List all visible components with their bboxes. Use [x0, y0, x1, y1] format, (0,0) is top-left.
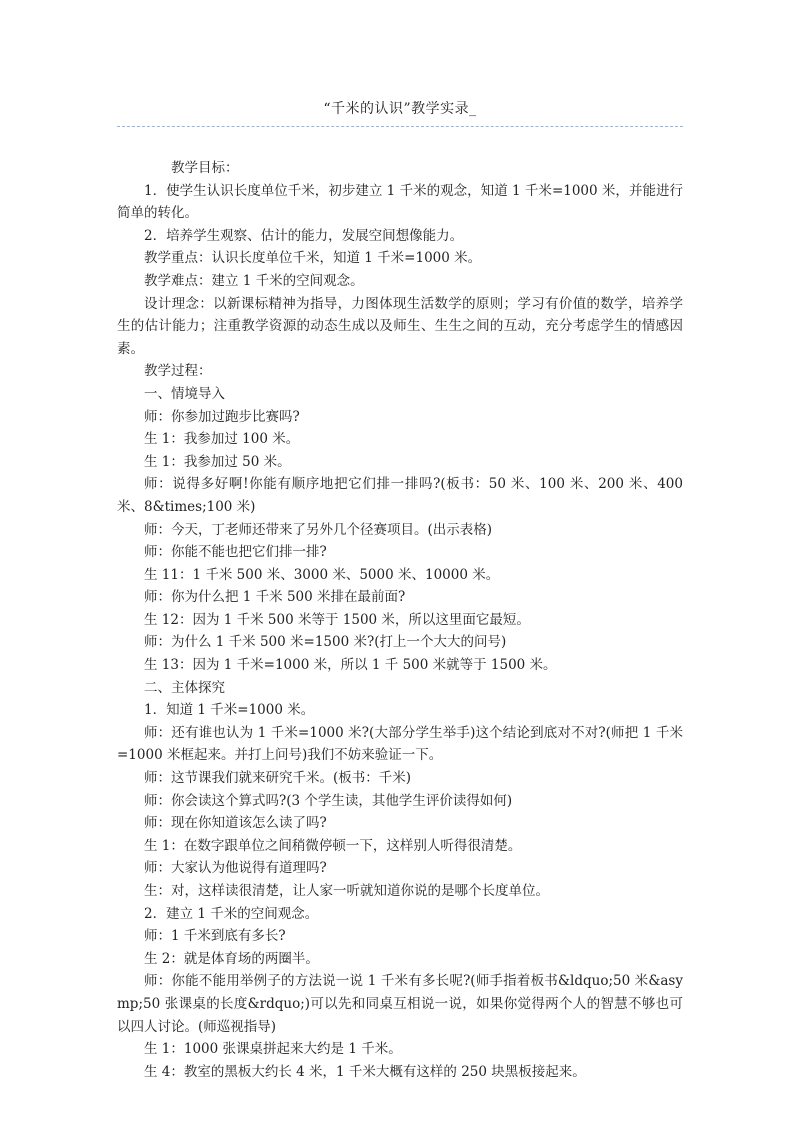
title-divider — [117, 126, 683, 127]
paragraph-dialogue: 师：你参加过跑步比赛吗? — [144, 408, 300, 425]
document-title: “千米的认识”教学实录_ — [323, 101, 477, 117]
paragraph-dialogue: 生 13：因为 1 千米=1000 米，所以 1 千 500 米就等于 1500 米。 — [144, 657, 557, 674]
paragraph-dialogue: 生 12：因为 1 千米 500 米等于 1500 米，所以这里面它最短。 — [144, 611, 530, 628]
paragraph-dialogue: 师：今天，丁老师还带来了另外几个径赛项目。(出示表格) — [144, 521, 493, 538]
paragraph-dialogue: 生 1：1000 张课桌拼起来大约是 1 千米。 — [144, 1041, 402, 1058]
paragraph-dialogue: 师：为什么 1 千米 500 米=1500 米?(打上一个大大的问号) — [144, 634, 507, 651]
paragraph-process-heading: 教学过程： — [144, 363, 212, 380]
paragraph-dialogue: 师：说得多好啊!你能有顺序地把它们排一排吗?(板书：50 米、100 米、200 米、400 米、8&times;100 米) — [117, 476, 683, 515]
paragraph-subsection-1: 1．知道 1 千米=1000 米。 — [144, 702, 315, 719]
paragraph-goal-1: 1．使学生认识长度单位千米，初步建立 1 千米的观念，知道 1 千米=1000 米，并能进行简单的转化。 — [117, 182, 683, 222]
paragraph-dialogue: 生 1：我参加过 50 米。 — [144, 453, 291, 470]
paragraph-dialogue: 生 2：就是体育场的两圈半。 — [144, 950, 319, 967]
paragraph-teaching-goals-heading: 教学目标： — [171, 160, 239, 176]
paragraph-dialogue: 生：对，这样读很清楚，让人家一听就知道你说的是哪个长度单位。 — [144, 883, 549, 899]
paragraph-design-concept: 设计理念：以新课标精神为指导，力图体现生活数学的原则；学习有价值的数学，培养学生的估计能力；注重教学资源的动态生成以及师生、生生之间的互动，充分考虑学生的情感因素。 — [117, 295, 683, 357]
paragraph-section-1-heading: 一、情境导入 — [144, 385, 225, 402]
paragraph-dialogue: 师：大家认为他说得有道理吗? — [144, 860, 327, 877]
paragraph-dialogue: 师：1 千米到底有多长? — [144, 928, 286, 945]
document-body — [117, 157, 683, 1083]
paragraph-dialogue: 师：你为什么把 1 千米 500 米排在最前面? — [144, 589, 406, 606]
paragraph-dialogue: 师：现在你知道该怎么读了吗? — [144, 815, 327, 832]
paragraph-subsection-2: 2．建立 1 千米的空间观念。 — [144, 905, 319, 922]
paragraph-dialogue: 师：你会读这个算式吗?(3 个学生读，其他学生评价读得如何) — [144, 792, 513, 809]
paragraph-difficulty: 教学难点：建立 1 千米的空间观念。 — [144, 272, 364, 289]
paragraph-dialogue: 生 1：我参加过 100 米。 — [144, 431, 300, 448]
paragraph-dialogue: 生 1：在数字跟单位之间稍微停顿一下，这样别人听得很清楚。 — [144, 837, 522, 854]
paragraph-goal-2: 2．培养学生观察、估计的能力，发展空间想像能力。 — [144, 227, 464, 244]
paragraph-dialogue: 生 4：教室的黑板大约长 4 米，1 千米大概有这样的 250 块黑板接起来。 — [144, 1063, 586, 1080]
paragraph-dialogue: 师：这节课我们就来研究千米。(板书：千米) — [144, 770, 412, 787]
paragraph-dialogue: 师：你能不能用举例子的方法说一说 1 千米有多长呢?(师手指着板书&ldquo;50 米&asymp;50 张课桌的长度&rdquo;)可以先和同桌互相说一说，如果你觉得两个人的智慧不够也可以四人讨论。(师巡视指导) — [117, 973, 683, 1035]
paragraph-dialogue: 生 11：1 千米 500 米、3000 米、5000 米、10000 米。 — [144, 566, 500, 583]
paragraph-section-2-heading: 二、主体探究 — [144, 679, 225, 696]
paragraph-dialogue: 师：你能不能也把它们排一排? — [144, 544, 327, 561]
paragraph-key-point: 教学重点：认识长度单位千米，知道 1 千米=1000 米。 — [144, 250, 482, 267]
paragraph-dialogue: 师：还有谁也认为 1 千米=1000 米?(大部分学生举手)这个结论到底对不对?(师把 1 千米=1000 米框起来。并打上问号)我们不妨来验证一下。 — [117, 724, 683, 764]
